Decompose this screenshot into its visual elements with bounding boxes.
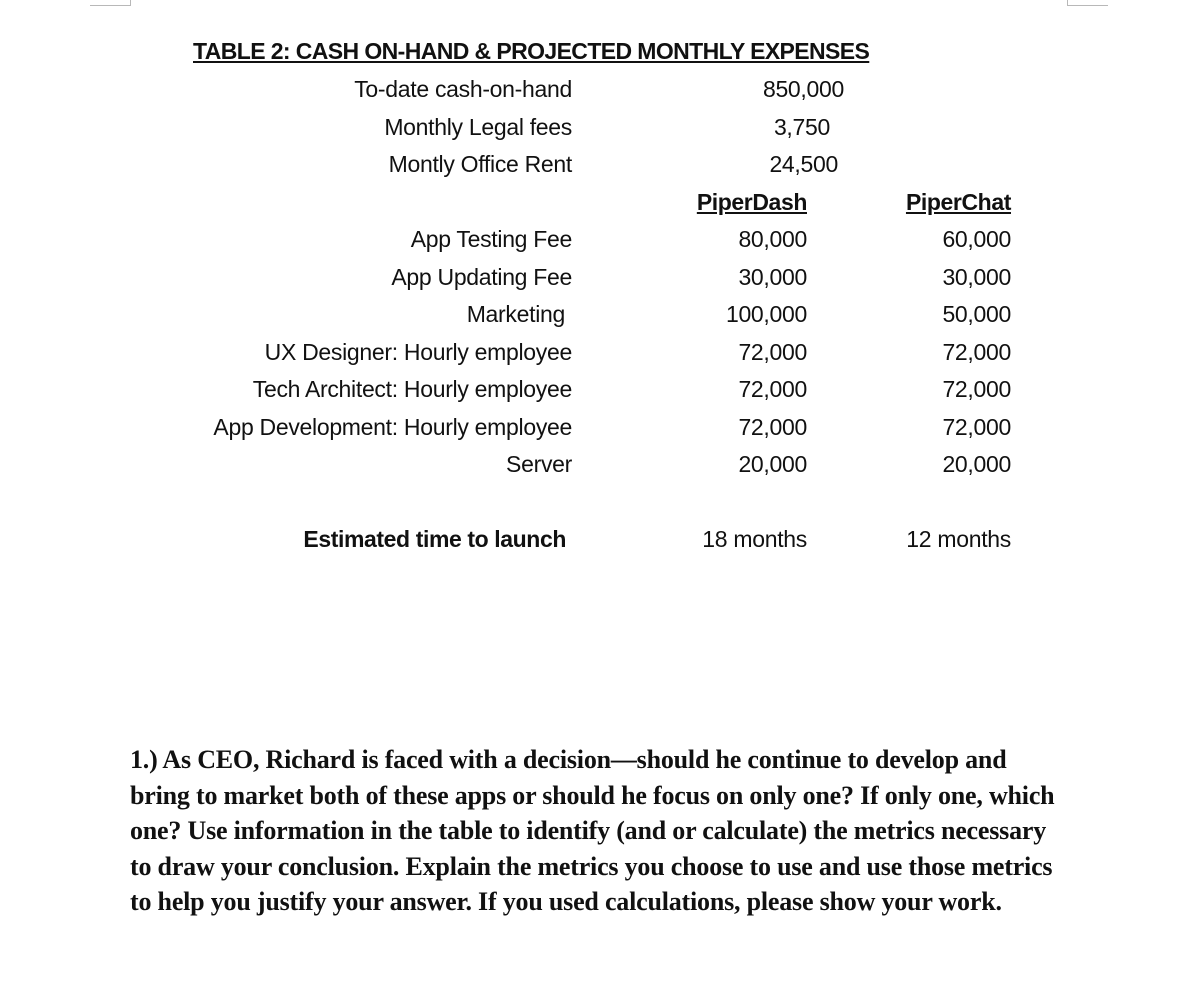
- cash-on-hand-label: To-date cash-on-hand: [354, 76, 572, 102]
- row-label-testing-fee: App Testing Fee: [410, 226, 572, 252]
- launch-label: Estimated time to launch: [303, 526, 566, 552]
- row-label-server: Server: [506, 451, 572, 477]
- piperchat-launch-time: 12 months: [906, 526, 1011, 552]
- legal-fees-value: 3,750: [773, 114, 830, 140]
- row-label-marketing: Marketing: [466, 301, 565, 327]
- piperdash-testing-fee: 80,000: [738, 226, 807, 252]
- piperchat-ux-designer: 72,000: [942, 339, 1011, 365]
- cash-on-hand-value: 850,000: [762, 76, 844, 102]
- page-corner-mark-right: [1067, 0, 1108, 6]
- piperdash-tech-architect: 72,000: [738, 376, 807, 402]
- column-header-piperdash: PiperDash: [696, 189, 807, 215]
- piperdash-updating-fee: 30,000: [738, 264, 807, 290]
- piperchat-server: 20,000: [942, 451, 1011, 477]
- piperdash-launch-time: 18 months: [702, 526, 807, 552]
- page-corner-mark-left: [90, 0, 131, 6]
- office-rent-label: Montly Office Rent: [388, 151, 572, 177]
- piperdash-marketing: 100,000: [725, 301, 807, 327]
- row-label-ux-designer: UX Designer: Hourly employee: [264, 339, 572, 365]
- piperdash-app-development: 72,000: [738, 414, 807, 440]
- piperchat-marketing: 50,000: [942, 301, 1011, 327]
- piperdash-ux-designer: 72,000: [738, 339, 807, 365]
- question-text: 1.) As CEO, Richard is faced with a decision—should he continue to develop and bring to market both of these apps or should he focus on only one? If only one, which one? Use information in the table to identify (and or calculate) the metrics necessary to draw your conclusion. Explain the metrics you choose to use and use those metrics to help you justify your answer. If you used calculations, please show your work.: [130, 745, 1055, 916]
- piperchat-app-development: 72,000: [942, 414, 1011, 440]
- piperchat-updating-fee: 30,000: [942, 264, 1011, 290]
- row-label-app-development: App Development: Hourly employee: [213, 414, 572, 440]
- office-rent-value: 24,500: [769, 151, 838, 177]
- legal-fees-label: Monthly Legal fees: [384, 114, 572, 140]
- table-title: TABLE 2: CASH ON-HAND & PROJECTED MONTHLY EXPENSES: [193, 38, 870, 64]
- row-label-updating-fee: App Updating Fee: [391, 264, 572, 290]
- piperchat-tech-architect: 72,000: [942, 376, 1011, 402]
- row-label-tech-architect: Tech Architect: Hourly employee: [252, 376, 572, 402]
- piperchat-testing-fee: 60,000: [942, 226, 1011, 252]
- piperdash-server: 20,000: [738, 451, 807, 477]
- column-header-piperchat: PiperChat: [905, 189, 1011, 215]
